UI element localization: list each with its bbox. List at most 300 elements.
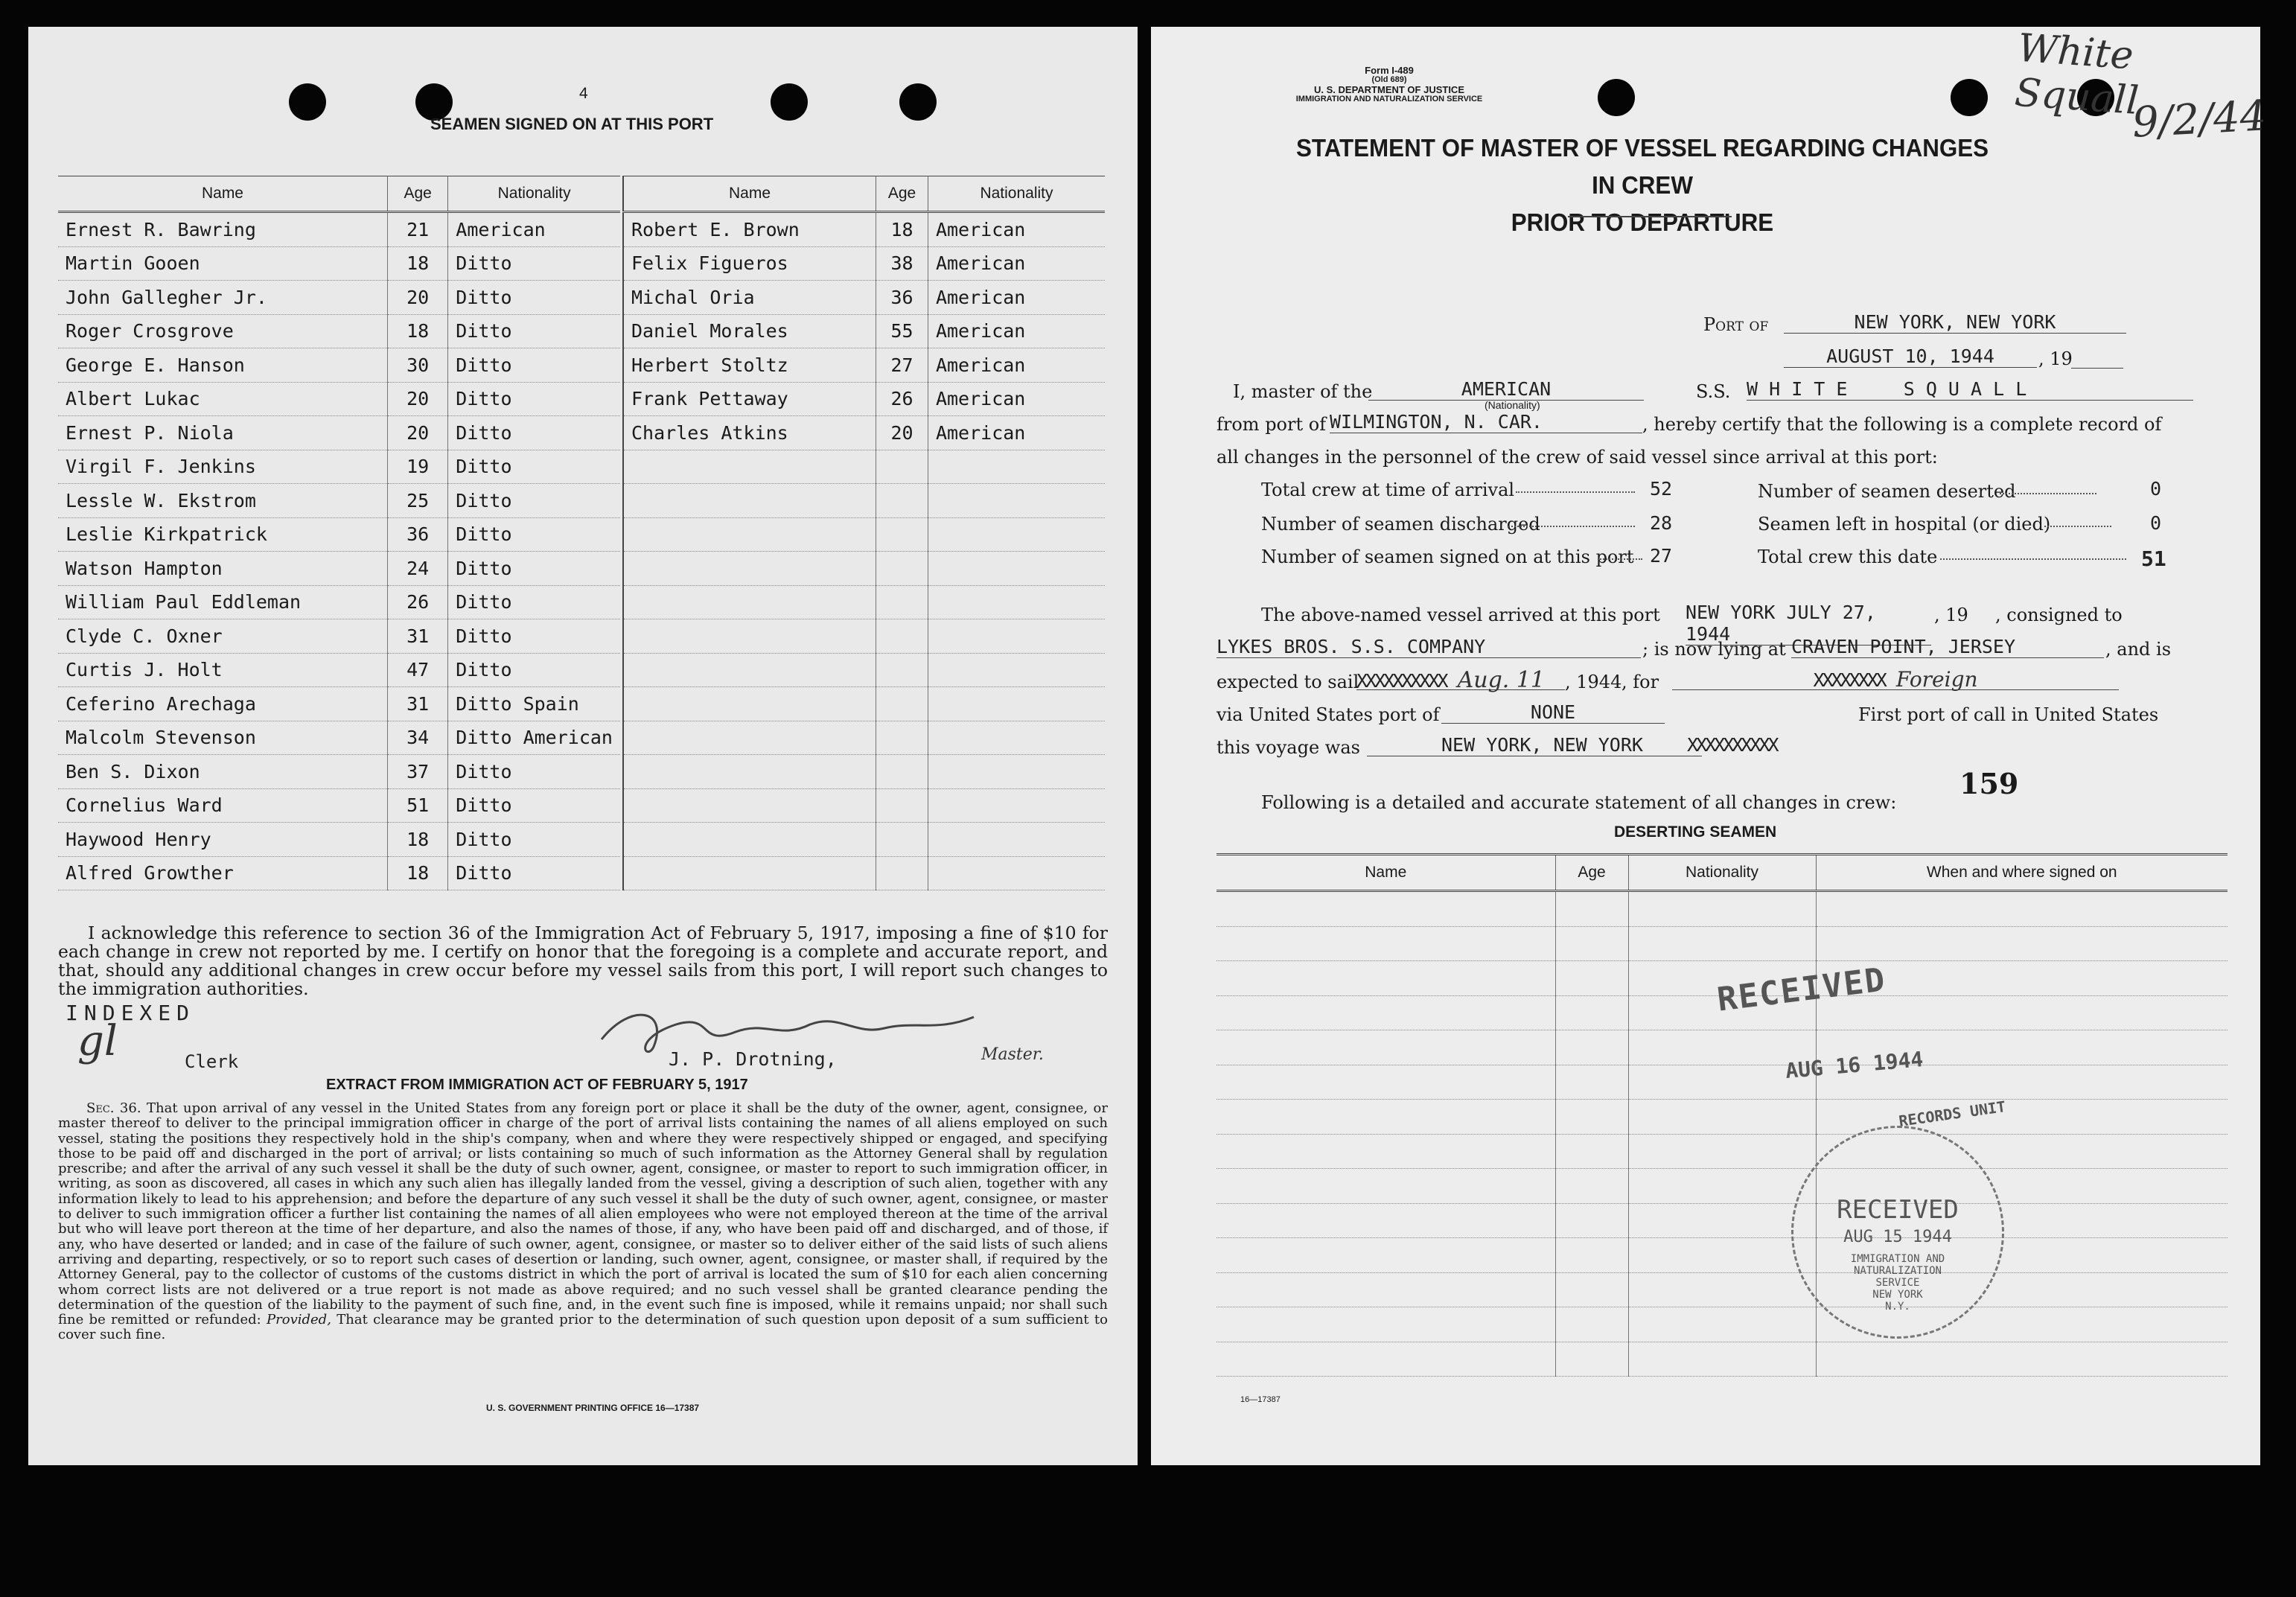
clerk-initials: gl [77, 1017, 118, 1065]
cell-nationality: American [928, 382, 1105, 416]
cell-nationality [928, 687, 1105, 721]
voyage-value: NEW YORK, NEW YORK [1367, 734, 1702, 756]
empty-cell [1216, 1307, 1555, 1342]
deserted-label: Number of seamen deserted [1758, 481, 2016, 502]
table-row [58, 788, 620, 823]
master-of-label: I, master of the [1233, 381, 1373, 402]
cell-nationality: Ditto [448, 856, 620, 890]
table-row [58, 552, 620, 586]
table-row [623, 281, 1105, 315]
cell-nationality: Ditto [448, 619, 620, 654]
table-row [1216, 1169, 2228, 1204]
table-row [58, 212, 620, 247]
table-row [623, 382, 1105, 416]
cell-name [623, 823, 876, 857]
cell-name: John Gallegher Jr. [58, 281, 387, 315]
table-row [623, 856, 1105, 890]
indexed-stamp: INDEXED [66, 1001, 196, 1025]
total-crew-arrival-value: 52 [1650, 478, 1673, 500]
cell-name: Watson Hampton [58, 552, 387, 586]
deserted-value: 0 [2150, 478, 2162, 500]
table-row [623, 348, 1105, 383]
clerk-label: Clerk [185, 1051, 239, 1072]
cell-age [876, 619, 928, 654]
cell-name [623, 687, 876, 721]
cell-name: Daniel Morales [623, 314, 876, 348]
from-port-label: from port of [1216, 414, 1327, 435]
cell-age: 25 [387, 484, 447, 518]
nationality-value: AMERICAN [1368, 378, 1644, 401]
empty-cell [1216, 926, 1555, 961]
cell-nationality [928, 755, 1105, 789]
table-row [623, 619, 1105, 654]
cell-nationality: Ditto [448, 348, 620, 383]
cell-age: 47 [387, 653, 447, 687]
table-row [623, 212, 1105, 247]
empty-cell [1628, 926, 1816, 961]
cell-name: Lessle W. Ekstrom [58, 484, 387, 518]
cell-name: Michal Oria [623, 281, 876, 315]
cell-age: 30 [387, 348, 447, 383]
received-stamp: RECEIVED [1715, 960, 1889, 1019]
empty-cell [1216, 1065, 1555, 1100]
empty-cell [1216, 1134, 1555, 1169]
deserting-table [1216, 853, 2228, 1377]
via-label: via United States port of [1216, 704, 1440, 725]
cell-name [623, 552, 876, 586]
cell-nationality: Ditto [448, 552, 620, 586]
cell-name [623, 856, 876, 890]
empty-cell [1555, 1272, 1628, 1307]
cell-nationality: Ditto [448, 653, 620, 687]
cell-name: Roger Crosgrove [58, 314, 387, 348]
empty-cell [1216, 1169, 1555, 1204]
cell-age: 26 [876, 382, 928, 416]
cell-age: 55 [876, 314, 928, 348]
deserting-title: DESERTING SEAMEN [1614, 823, 1777, 841]
cell-nationality [928, 788, 1105, 823]
cell-name: Herbert Stoltz [623, 348, 876, 383]
cell-name [623, 585, 876, 619]
cell-age: 24 [387, 552, 447, 586]
table-row [623, 585, 1105, 619]
cell-nationality: Ditto [448, 585, 620, 619]
cell-age [876, 484, 928, 518]
ss-label: S.S. [1696, 381, 1731, 402]
vessel-name: W H I T E S Q U A L L [1747, 378, 2193, 401]
empty-cell [1628, 1134, 1816, 1169]
punch-hole [771, 83, 808, 121]
records-unit-stamp: RECORDS UNIT [1898, 1097, 2007, 1130]
cell-name [623, 450, 876, 484]
cell-age: 27 [876, 348, 928, 383]
table-row [58, 314, 620, 348]
cell-name [623, 788, 876, 823]
nationality-caption: (Nationality) [1485, 399, 1540, 411]
received-stamp-date: AUG 16 1944 [1784, 1046, 1925, 1084]
empty-cell [1555, 1134, 1628, 1169]
table-row [623, 653, 1105, 687]
cell-nationality: Ditto [448, 314, 620, 348]
empty-cell [1628, 1238, 1816, 1273]
printing-office: U. S. GOVERNMENT PRINTING OFFICE 16—17387 [486, 1403, 700, 1413]
empty-cell [1628, 1100, 1816, 1135]
cell-age: 20 [387, 416, 447, 450]
empty-cell [1816, 926, 2228, 961]
for-label: , for [1621, 672, 1659, 692]
cell-name: Malcolm Stevenson [58, 721, 387, 755]
handwritten-date: 9/2/44 [2131, 92, 2268, 147]
punch-hole [1598, 79, 1635, 116]
hospital-label: Seamen left in hospital (or died) [1758, 514, 2051, 535]
seamen-table-right [622, 176, 1105, 890]
empty-cell [1555, 1030, 1628, 1065]
discharged-value: 28 [1650, 512, 1673, 534]
struck-text: XXXXXXXXXX [1687, 734, 1777, 756]
table-row [1216, 1100, 2228, 1135]
empty-cell [1216, 1272, 1555, 1307]
table-row [58, 246, 620, 281]
lying-label: ; is now lying at [1642, 639, 1786, 660]
table-row [623, 517, 1105, 552]
table-row [623, 552, 1105, 586]
table-row [58, 687, 620, 721]
cell-nationality: Ditto [448, 517, 620, 552]
cell-nationality: Ditto [448, 246, 620, 281]
cell-nationality: American [928, 212, 1105, 247]
cell-name [623, 755, 876, 789]
punch-hole [899, 83, 937, 121]
empty-cell [1628, 1342, 1816, 1377]
total-today-value: 51 [2141, 546, 2166, 571]
lying-value: CRAVEN POINT, JERSEY [1791, 636, 2104, 658]
empty-cell [1555, 1342, 1628, 1377]
cell-age: 26 [387, 585, 447, 619]
right-page: Form I-489 (Old 689) U. S. DEPARTMENT OF JUSTICE IMMIGRATION AND NATURALIZATION SERVICE White Squall 9/2/44 STATEMENT OF MASTER OF VESSEL REGARDING CHANGES IN CREW PRIOR TO DEPARTURE Port of NEW YORK, NEW YORK AUGUST 10, 1944 , 19 I, master of the AMERICAN (Nationality) S.S. W H I T E S Q U A L L from port of WILMINGTON, N. CAR. , hereby certify that the following is a complete record of all changes in the personnel of the crew of said vessel since arrival at this port: Total crew at time of arrival 52 Number of seamen discharged 28 Number of seamen signed on at this port 27 Number of seamen deserted 0 Seamen left in hospital (or died) 0 Total crew this date 51 The above-named vessel arrived at this port NEW YORK JULY 27, 1944 , 19 , consigned to LYKES BROS. S.S. COMPANY ; is now lying at CRAVEN POINT, JERSEY , and is expected to sail XXXXXXXXXX Aug. 11 , 1944 , for XXXXXXXX Foreign via United States port of NONE First port of call in United States this voyage was NEW YORK, NEW YORK XXXXXXXXXX 159 Following is a detailed and accurate statement of all changes in crew: DESERTING SEAMEN Name Age Nationality When and where signed on RECEIVED AUG 16 1944 RECORDS UNIT RECEIVED AUG 15 1944 IMMIGRATION AND NATURALIZATION SERVICE NEW YORK N.Y. 16—17387 [1151, 27, 2260, 1465]
table-row [623, 755, 1105, 789]
cell-age [876, 450, 928, 484]
empty-cell [1555, 1100, 1628, 1135]
table-row [58, 755, 620, 789]
for-value: Foreign [1895, 667, 1978, 692]
empty-cell [1628, 1203, 1816, 1238]
cell-age: 31 [387, 619, 447, 654]
cell-age [876, 552, 928, 586]
cell-age [876, 585, 928, 619]
empty-cell [1555, 1169, 1628, 1204]
expected-value: Aug. 11 [1457, 667, 1546, 693]
title-rule [1568, 216, 1732, 217]
consignee-value: LYKES BROS. S.S. COMPANY [1216, 636, 1641, 658]
empty-cell [1555, 1307, 1628, 1342]
cell-age: 20 [387, 281, 447, 315]
cell-age: 18 [876, 212, 928, 247]
table-row [1216, 1307, 2228, 1342]
cell-nationality: American [928, 416, 1105, 450]
col-age: Age [876, 176, 928, 212]
table-row [1216, 1203, 2228, 1238]
cell-nationality: Ditto Spain [448, 687, 620, 721]
table-row [1216, 1342, 2228, 1377]
cell-age: 31 [387, 687, 447, 721]
round-received-stamp: RECEIVED AUG 15 1944 IMMIGRATION AND NATURALIZATION SERVICE NEW YORK N.Y. [1791, 1126, 2004, 1339]
cell-age: 21 [387, 212, 447, 247]
cell-name [623, 619, 876, 654]
arrived-suffix: , 19 [1934, 605, 1968, 625]
expected-year: , 1944 [1565, 672, 1622, 692]
col-when-where: When and where signed on [1816, 855, 2228, 891]
extract-body: Sec. 36. That upon arrival of any vessel in the United States from any foreign port or place it shall be the duty of the owner, agent, consignee, or master thereof to deliver to the principal immigration officer in charge of the port of arrival lists containing the names of all aliens employed on such vessel, stating the positions they respectively hold in the ship's company, when and where they were respectively shipped or engaged, and specifying those to be paid off and discharged in the port of arrival; or lists containing so much of such information as the Attorney General shall by regulation prescribe; and after the arrival of any such vessel it shall be the duty of such owner, agent, consignee, or master to report to such immigration officer, in writing, as soon as discovered, all cases in which any such alien has illegally landed from the vessel, giving a description of such alien, together with any information likely to lead to his apprehension; and before the departure of any such vessel it shall be the duty of such owner, agent, consignee, or master to deliver to such immigration officer a further list containing the names of all alien employees who were not employed thereon at the time of the arrival but who will leave port thereon at the time of her departure, and also the names of those, if any, who have been paid off and discharged, and of those, if any, who have deserted or landed; and in case of the failure of such owner, agent, consignee, or master so to deliver either of the said lists of such aliens arriving and departing, respectively, or so to report such cases of desertion or landing, such owner, agent, consignee, or master shall, if required by the Attorney General, pay to the collector of customs of the customs district in which the port of arrival is located the sum of $10 for each alien concerning whom correct lists are not delivered or a true report is not made as above required; and no such vessel shall be granted clearance pending the determination of the question of the liability to the payment of such fine, and, in the event such fine is imposed, while it remains unpaid; nor shall such fine be remitted or refunded: Provided, That clearance may be granted prior to the determination of such question upon deposit of a sum sufficient to cover such fine. [58, 1100, 1108, 1343]
cell-age: 18 [387, 246, 447, 281]
empty-cell [1216, 1100, 1555, 1135]
cell-name: Martin Gooen [58, 246, 387, 281]
arrived-label: The above-named vessel arrived at this port [1261, 605, 1660, 625]
hospital-value: 0 [2150, 512, 2162, 534]
cell-nationality [928, 823, 1105, 857]
table-row [623, 823, 1105, 857]
empty-cell [1628, 891, 1816, 927]
cell-age [876, 653, 928, 687]
col-nationality: Nationality [928, 176, 1105, 212]
cell-name: Charles Atkins [623, 416, 876, 450]
table-row [58, 856, 620, 890]
cell-name: Virgil F. Jenkins [58, 450, 387, 484]
empty-cell [1216, 891, 1555, 927]
table-row [58, 382, 620, 416]
port-of-value: NEW YORK, NEW YORK [1784, 311, 2126, 334]
handwritten-vessel: White Squall [2013, 25, 2140, 124]
cell-name: Ernest R. Bawring [58, 212, 387, 247]
cell-name: Robert E. Brown [623, 212, 876, 247]
col-name: Name [623, 176, 876, 212]
form-header: Form I-489 (Old 689) U. S. DEPARTMENT OF JUSTICE IMMIGRATION AND NATURALIZATION SERVICE [1295, 65, 1483, 103]
cell-age: 36 [876, 281, 928, 315]
table-row [1216, 1272, 2228, 1307]
table-row [1216, 1134, 2228, 1169]
empty-cell [1216, 1342, 1555, 1377]
page-number: 4 [579, 85, 588, 102]
cell-name [623, 653, 876, 687]
empty-cell [1816, 1342, 2228, 1377]
and-is: , and is [2105, 639, 2172, 660]
cell-nationality: Ditto [448, 823, 620, 857]
via-value: NONE [1441, 701, 1665, 724]
section-title: SEAMEN SIGNED ON AT THIS PORT [430, 115, 714, 133]
table-row [58, 281, 620, 315]
cell-nationality: American [928, 314, 1105, 348]
cell-name: Cornelius Ward [58, 788, 387, 823]
cell-nationality: Ditto [448, 382, 620, 416]
cell-nationality: Ditto [448, 755, 620, 789]
master-name: J. P. Drotning, [669, 1048, 837, 1070]
cell-age [876, 788, 928, 823]
cell-name: Felix Figueros [623, 246, 876, 281]
cell-age: 36 [387, 517, 447, 552]
empty-cell [1816, 891, 2228, 927]
cell-nationality: Ditto [448, 416, 620, 450]
cell-age [876, 755, 928, 789]
expected-label: expected to sail [1216, 672, 1359, 692]
empty-cell [1216, 995, 1555, 1030]
arrived-value: NEW YORK JULY 27, 1944 [1686, 602, 1931, 646]
total-today-label: Total crew this date [1758, 546, 1938, 567]
first-port-label: First port of call in United States [1858, 704, 2159, 725]
cell-age: 18 [387, 823, 447, 857]
empty-cell [1555, 1203, 1628, 1238]
empty-cell [1555, 891, 1628, 927]
cell-age [876, 687, 928, 721]
empty-cell [1555, 961, 1628, 996]
empty-cell [1216, 1203, 1555, 1238]
cell-nationality: American [928, 348, 1105, 383]
cell-age: 38 [876, 246, 928, 281]
left-page [28, 27, 1138, 1465]
cell-age: 18 [387, 856, 447, 890]
cell-nationality: Ditto American [448, 721, 620, 755]
page-number-right: 159 [1959, 767, 2019, 800]
col-nationality: Nationality [1628, 855, 1816, 891]
seamen-table-left [58, 176, 620, 890]
date-value: AUGUST 10, 1944 [1784, 345, 2037, 368]
table-row [1216, 891, 2228, 927]
cell-nationality: Ditto [448, 450, 620, 484]
cell-nationality [928, 585, 1105, 619]
empty-cell [1555, 926, 1628, 961]
following-text: Following is a detailed and accurate statement of all changes in crew: [1261, 792, 1897, 813]
table-row [1216, 1030, 2228, 1065]
cell-age: 37 [387, 755, 447, 789]
master-label: Master. [981, 1045, 1044, 1064]
table-row [58, 653, 620, 687]
cell-nationality [928, 552, 1105, 586]
cell-name: Curtis J. Holt [58, 653, 387, 687]
col-name: Name [58, 176, 387, 212]
table-row [58, 484, 620, 518]
cell-nationality: American [928, 246, 1105, 281]
empty-cell [1216, 1238, 1555, 1273]
table-row [58, 416, 620, 450]
table-row [623, 416, 1105, 450]
cell-name: Clyde C. Oxner [58, 619, 387, 654]
consigned-label: , consigned to [1995, 605, 2123, 625]
table-row [58, 721, 620, 755]
all-changes-text: all changes in the personnel of the crew of said vessel since arrival at this port: [1216, 447, 1938, 468]
cell-nationality [928, 653, 1105, 687]
col-name: Name [1216, 855, 1555, 891]
empty-cell [1555, 1065, 1628, 1100]
table-row [58, 823, 620, 857]
table-row [58, 450, 620, 484]
from-port-value: WILMINGTON, N. CAR. [1330, 411, 1642, 433]
signed-on-label: Number of seamen signed on at this port [1261, 546, 1634, 567]
voyage-label: this voyage was [1216, 737, 1360, 758]
table-row [1216, 1065, 2228, 1100]
cell-name: Ceferino Arechaga [58, 687, 387, 721]
cell-name: Albert Lukac [58, 382, 387, 416]
col-age: Age [1555, 855, 1628, 891]
empty-cell [1628, 1169, 1816, 1204]
footer-code: 16—17387 [1240, 1395, 1281, 1404]
cell-age: 20 [387, 382, 447, 416]
empty-cell [1555, 995, 1628, 1030]
table-row [1216, 1238, 2228, 1273]
table-row [58, 619, 620, 654]
empty-cell [1216, 1030, 1555, 1065]
table-row [58, 585, 620, 619]
table-row [623, 687, 1105, 721]
cell-nationality [928, 450, 1105, 484]
cell-nationality: Ditto [448, 281, 620, 315]
cell-age: 34 [387, 721, 447, 755]
cell-name: Ben S. Dixon [58, 755, 387, 789]
signed-on-value: 27 [1650, 545, 1673, 567]
form-title: STATEMENT OF MASTER OF VESSEL REGARDING CHANGES IN CREW PRIOR TO DEPARTURE [1295, 134, 1989, 236]
col-age: Age [387, 176, 447, 212]
port-of-label: Port of [1703, 314, 1769, 335]
table-row [623, 450, 1105, 484]
total-crew-arrival-label: Total crew at time of arrival [1261, 479, 1515, 500]
empty-cell [1816, 995, 2228, 1030]
cell-nationality: Ditto [448, 788, 620, 823]
cell-age: 19 [387, 450, 447, 484]
cell-name: Leslie Kirkpatrick [58, 517, 387, 552]
cell-name [623, 517, 876, 552]
cell-nationality: American [928, 281, 1105, 315]
punch-hole [289, 83, 326, 121]
cell-age [876, 721, 928, 755]
table-row [623, 246, 1105, 281]
table-row [623, 788, 1105, 823]
empty-cell [1628, 1272, 1816, 1307]
cell-age: 51 [387, 788, 447, 823]
empty-cell [1628, 1307, 1816, 1342]
table-row [58, 517, 620, 552]
cell-nationality [928, 856, 1105, 890]
date-suffix: , 19 [2038, 348, 2073, 369]
table-row [623, 721, 1105, 755]
table-row [623, 314, 1105, 348]
cell-age [876, 823, 928, 857]
acknowledgement-text: I acknowledge this reference to section 36 of the Immigration Act of February 5, 1917, imposing a fine of $10 for each change in crew not reported by me. I certify on honor that the foregoing is a complete and accurate report, and that, should any additional changes in crew occur before my vessel sails from this port, I will report such changes to the immigration authorities. [58, 922, 1108, 999]
cell-name: William Paul Eddleman [58, 585, 387, 619]
certify-text: , hereby certify that the following is a complete record of [1642, 414, 2162, 435]
cell-age: 20 [876, 416, 928, 450]
cell-name: Frank Pettaway [623, 382, 876, 416]
cell-nationality: American [448, 212, 620, 247]
empty-cell [1555, 1238, 1628, 1273]
cell-nationality: Ditto [448, 484, 620, 518]
cell-nationality [928, 484, 1105, 518]
cell-name: Alfred Growther [58, 856, 387, 890]
cell-age: 18 [387, 314, 447, 348]
cell-age [876, 517, 928, 552]
extract-title: EXTRACT FROM IMMIGRATION ACT OF FEBRUARY 5, 1917 [326, 1077, 748, 1093]
cell-nationality [928, 517, 1105, 552]
cell-name: Ernest P. Niola [58, 416, 387, 450]
cell-name [623, 484, 876, 518]
empty-cell [1216, 961, 1555, 996]
cell-nationality [928, 721, 1105, 755]
cell-age [876, 856, 928, 890]
table-row [58, 348, 620, 383]
punch-hole [1951, 79, 1988, 116]
table-row [1216, 926, 2228, 961]
cell-name [623, 721, 876, 755]
discharged-label: Number of seamen discharged [1261, 514, 1540, 535]
col-nationality: Nationality [448, 176, 620, 212]
cell-nationality [928, 619, 1105, 654]
table-row [623, 484, 1105, 518]
